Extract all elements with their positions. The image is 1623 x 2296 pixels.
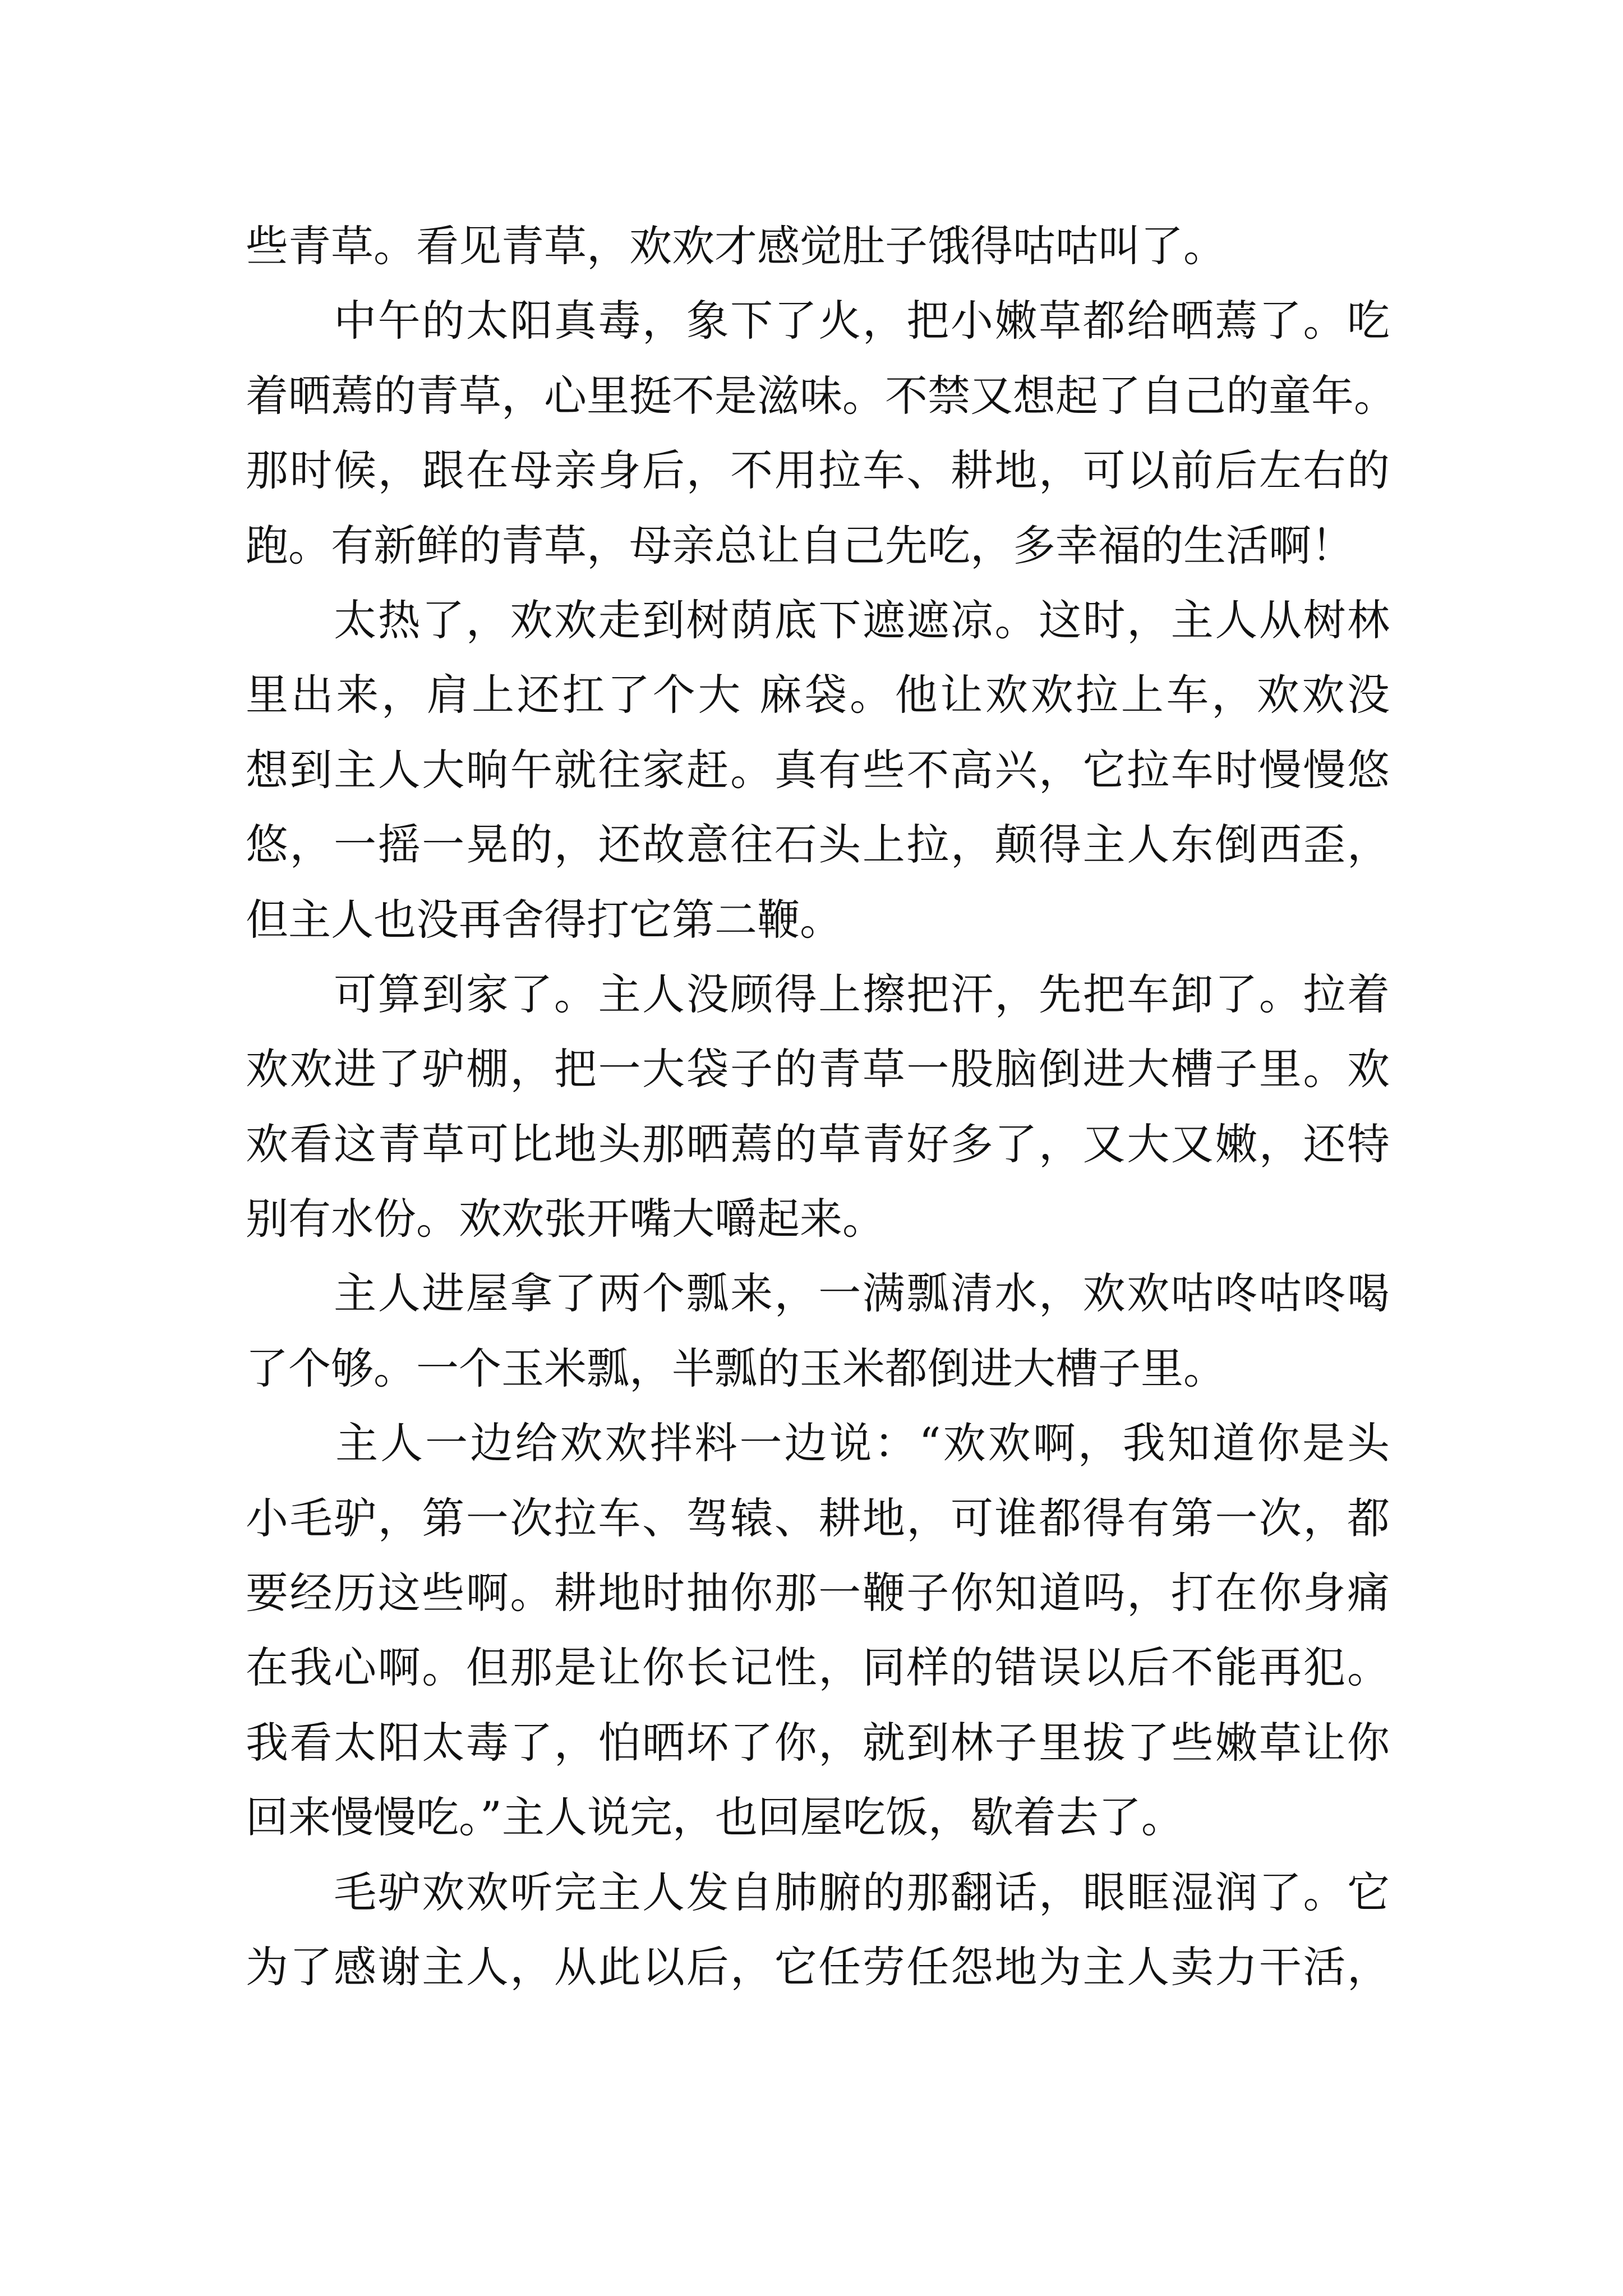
text-line: 些青草。看见青草，欢欢才感觉肚子饿得咕咕叫了。: [246, 221, 1226, 271]
text-line: 别有水份。欢欢张开嘴大嚼起来。: [246, 1194, 885, 1244]
text-line: 主人一边给欢欢拌料一边说：“欢欢啊，我知道你是头: [246, 1418, 1390, 1469]
text-line: 但主人也没再舍得打它第二鞭。: [246, 894, 842, 945]
text-line: 想到主人大晌午就往家赶。真有些不高兴，它拉车时慢慢悠: [246, 744, 1390, 795]
text-line: 那时候，跟在母亲身后，不用拉车、耕地，可以前后左右的: [246, 445, 1390, 496]
text-line: 主人进屋拿了两个瓢来，一满瓢清水，欢欢咕咚咕咚喝: [246, 1268, 1390, 1319]
body-text: [246, 209, 1396, 2004]
text-line: 悠，一摇一晃的，还故意往石头上拉，颠得主人东倒西歪，: [246, 820, 1390, 870]
text-line: 在我心啊。但那是让你长记性，同样的错误以后不能再犯。: [246, 1642, 1390, 1693]
text-line: 里出来，肩上还扛了个大 麻袋。他让欢欢拉上车，欢欢没: [246, 670, 1390, 720]
text-line: 为了感谢主人，从此以后，它任劳任怨地为主人卖力干活，: [246, 1941, 1390, 1992]
text-line: 我看太阳太毒了，怕晒坏了你，就到林子里拔了些嫩草让你: [246, 1717, 1390, 1768]
text-line: 毛驴欢欢听完主人发自肺腑的那翻话，眼眶湿润了。它: [246, 1867, 1390, 1917]
text-line: 欢看这青草可比地头那晒蔫的草青好多了，又大又嫩，还特: [246, 1119, 1390, 1169]
text-line: 太热了，欢欢走到树荫底下遮遮凉。这时，主人从树林: [246, 595, 1390, 645]
text-line: 着晒蔫的青草，心里挺不是滋味。不禁又想起了自己的童年。: [246, 370, 1396, 421]
text-line: 回来慢慢吃。”主人说完，也回屋吃饭，歇着去了。: [246, 1792, 1184, 1843]
text-line: 要经历这些啊。耕地时抽你那一鞭子你知道吗，打在你身痛: [246, 1568, 1390, 1618]
text-line: 了个够。一个玉米瓢，半瓢的玉米都倒进大槽子里。: [246, 1343, 1226, 1393]
text-line: 小毛驴，第一次拉车、驾辕、耕地，可谁都得有第一次，都: [246, 1493, 1390, 1543]
text-line: 欢欢进了驴棚，把一大袋子的青草一股脑倒进大槽子里。欢: [246, 1044, 1390, 1094]
text-line: 跑。有新鲜的青草，母亲总让自己先吃，多幸福的生活啊！: [246, 520, 1354, 570]
text-line: 可算到家了。主人没顾得上擦把汗，先把车卸了。拉着: [246, 969, 1390, 1019]
text-line: 中午的太阳真毒，象下了火，把小嫩草都给晒蔫了。吃: [246, 296, 1390, 346]
